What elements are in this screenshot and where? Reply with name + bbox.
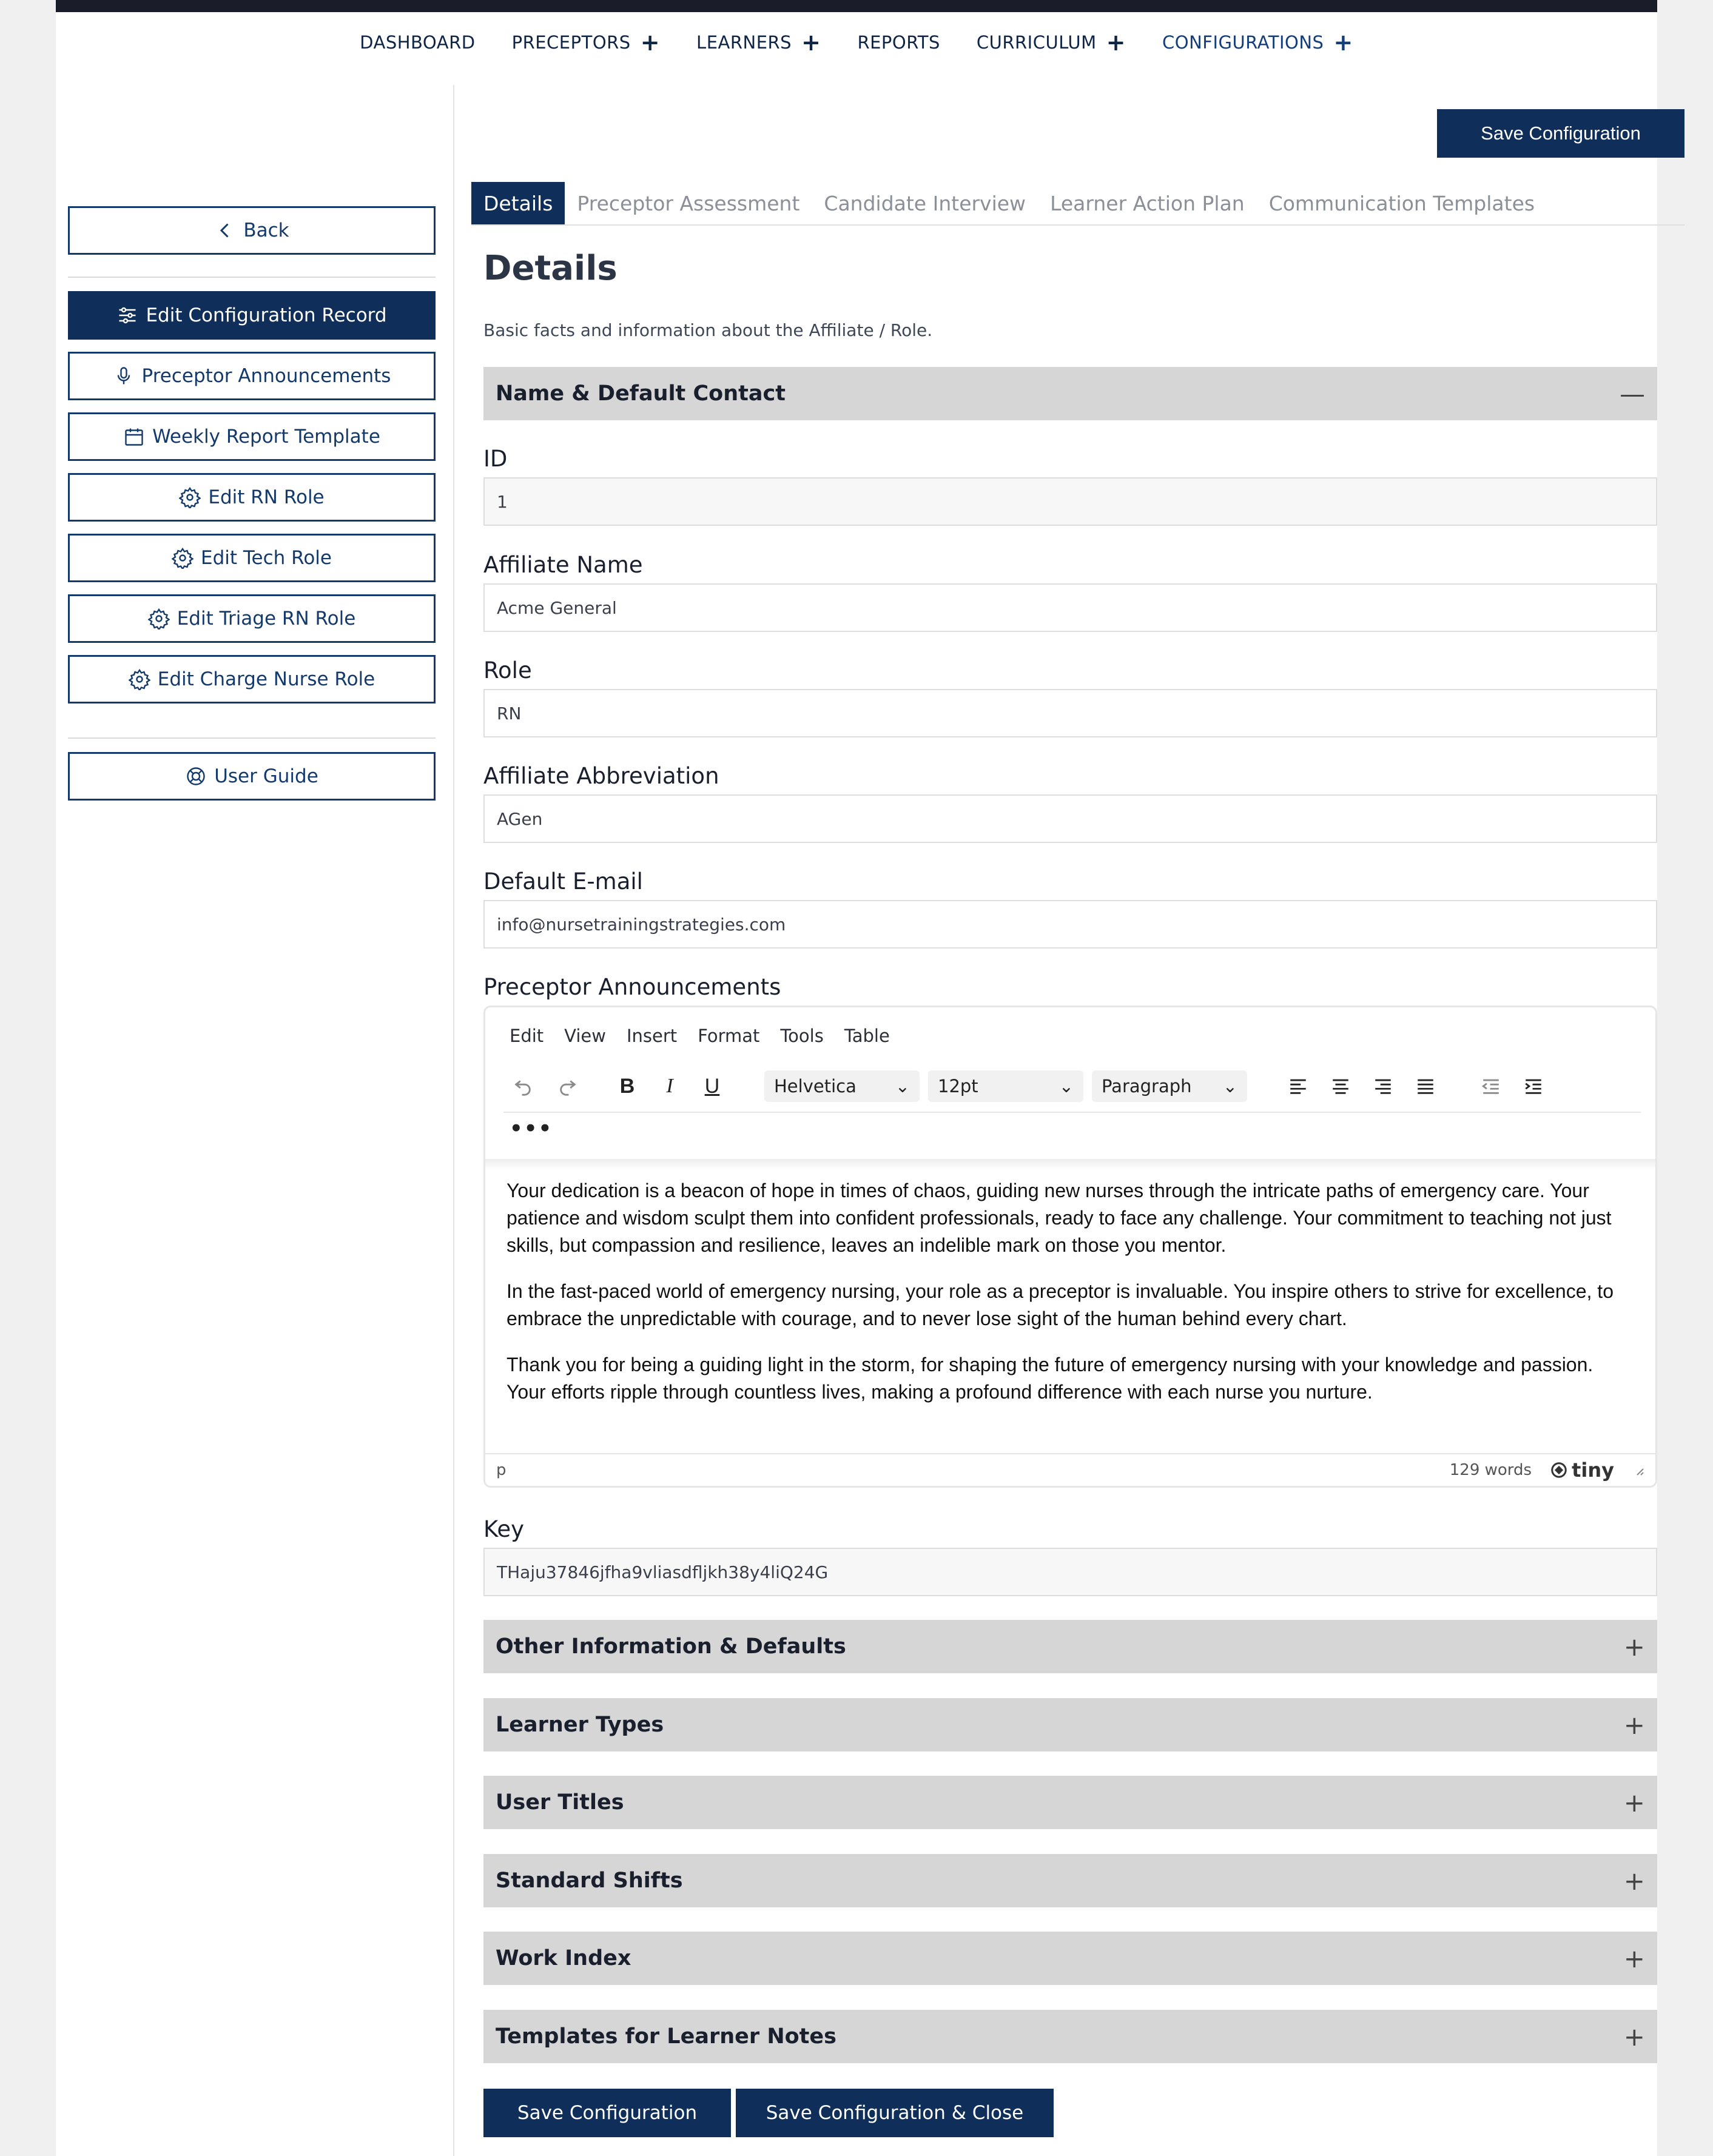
section-title: Standard Shifts bbox=[496, 1869, 683, 1893]
nav-label: PRECEPTORS bbox=[511, 32, 631, 53]
nav-learners[interactable] bbox=[696, 31, 821, 54]
key-label: Key bbox=[483, 1516, 525, 1542]
italic-icon[interactable]: I bbox=[666, 1075, 673, 1097]
tab-communication-templates[interactable]: Communication Templates bbox=[1268, 191, 1535, 215]
tab-candidate-interview[interactable]: Candidate Interview bbox=[824, 191, 1026, 215]
column-divider bbox=[453, 85, 454, 2156]
section-user-titles[interactable] bbox=[483, 1776, 1657, 1829]
nav-label: DASHBOARD bbox=[360, 32, 476, 53]
expand-icon: + bbox=[1623, 1710, 1645, 1740]
editor-toolbar bbox=[507, 1068, 1549, 1104]
expand-icon: + bbox=[1623, 1787, 1645, 1818]
save-configuration-close-button[interactable]: Save Configuration & Close bbox=[736, 2089, 1054, 2137]
id-field: 1 bbox=[483, 477, 1657, 526]
affiliate-name-input[interactable]: Acme General bbox=[483, 583, 1657, 632]
sidebar-item-edit-triage-rn-role[interactable] bbox=[68, 594, 436, 643]
plus-icon: + bbox=[640, 29, 661, 56]
nav-label: CONFIGURATIONS bbox=[1162, 32, 1324, 53]
undo-icon[interactable] bbox=[507, 1070, 539, 1102]
tiny-brand-text: tiny bbox=[1572, 1459, 1614, 1482]
tab-preceptor-assessment[interactable]: Preceptor Assessment bbox=[577, 191, 800, 215]
element-path[interactable]: p bbox=[496, 1461, 506, 1479]
gear-icon bbox=[172, 547, 194, 569]
affiliate-abbreviation-label: Affiliate Abbreviation bbox=[483, 763, 719, 789]
page-title: Details bbox=[483, 249, 618, 288]
nav-curriculum[interactable] bbox=[977, 31, 1126, 54]
tiny-logo-icon bbox=[1550, 1461, 1568, 1479]
save-configuration-top-button[interactable]: Save Configuration bbox=[1437, 109, 1684, 158]
sidebar-item-label: Edit Tech Role bbox=[201, 547, 332, 569]
expand-icon: + bbox=[1623, 1866, 1645, 1896]
editor-paragraph: Thank you for being a guiding light in the storm, for shaping the future of emergency nursing with your knowledge and passion. Your efforts ripple through countless lives, making a profound difference with each nurse you nurture. bbox=[506, 1354, 1594, 1403]
sidebar-item-edit-charge-nurse-role[interactable] bbox=[68, 655, 436, 704]
more-options-icon[interactable]: ••• bbox=[510, 1117, 553, 1141]
tab-details[interactable]: Details bbox=[471, 182, 565, 224]
indent-icon[interactable] bbox=[1518, 1070, 1549, 1102]
block-format-value: Paragraph bbox=[1102, 1076, 1192, 1096]
toolbar-shadow bbox=[485, 1159, 1655, 1170]
section-work-index[interactable] bbox=[483, 1932, 1657, 1985]
page-description: Basic facts and information about the Affiliate / Role. bbox=[483, 320, 933, 340]
tab-learner-action-plan[interactable]: Learner Action Plan bbox=[1050, 191, 1245, 215]
main-nav bbox=[56, 12, 1657, 73]
lifebuoy-icon bbox=[185, 765, 207, 787]
bold-icon[interactable]: B bbox=[619, 1074, 635, 1098]
user-guide-label: User Guide bbox=[214, 765, 318, 787]
preceptor-announcements-label: Preceptor Announcements bbox=[483, 974, 781, 1000]
gear-icon bbox=[129, 668, 150, 690]
sidebar-item-label: Edit RN Role bbox=[208, 486, 325, 508]
toolbar-divider bbox=[503, 1112, 1641, 1113]
section-title: Name & Default Contact bbox=[496, 381, 786, 406]
sidebar-item-weekly-report-template[interactable] bbox=[68, 412, 436, 461]
chevron-down-icon: ⌄ bbox=[1058, 1076, 1074, 1096]
menu-insert[interactable]: Insert bbox=[627, 1026, 678, 1046]
block-format-select[interactable] bbox=[1092, 1070, 1247, 1102]
sidebar bbox=[68, 206, 436, 801]
word-count[interactable]: 129 words bbox=[1449, 1461, 1532, 1479]
nav-label: LEARNERS bbox=[696, 32, 792, 53]
section-title: Templates for Learner Notes bbox=[496, 2024, 836, 2049]
expand-icon: + bbox=[1623, 2021, 1645, 2052]
user-guide-button[interactable] bbox=[68, 752, 436, 801]
editor-menubar bbox=[510, 1026, 890, 1046]
underline-icon[interactable]: U bbox=[704, 1074, 720, 1098]
nav-configurations[interactable] bbox=[1162, 31, 1353, 54]
section-title: Learner Types bbox=[496, 1713, 664, 1737]
chevron-down-icon: ⌄ bbox=[895, 1076, 910, 1096]
menu-view[interactable]: View bbox=[564, 1026, 606, 1046]
affiliate-name-label: Affiliate Name bbox=[483, 552, 643, 578]
outdent-icon[interactable] bbox=[1475, 1070, 1507, 1102]
top-bar bbox=[56, 0, 1657, 12]
save-configuration-button[interactable]: Save Configuration bbox=[483, 2089, 731, 2137]
section-title: Other Information & Defaults bbox=[496, 1634, 846, 1659]
nav-reports[interactable] bbox=[857, 32, 940, 53]
plus-icon: + bbox=[801, 29, 821, 56]
section-standard-shifts[interactable] bbox=[483, 1854, 1657, 1907]
menu-edit[interactable]: Edit bbox=[510, 1026, 544, 1046]
font-family-value: Helvetica bbox=[774, 1076, 856, 1096]
font-size-select[interactable] bbox=[928, 1070, 1083, 1102]
align-justify-icon[interactable] bbox=[1410, 1070, 1441, 1102]
expand-icon: + bbox=[1623, 1631, 1645, 1662]
affiliate-abbreviation-input[interactable]: AGen bbox=[483, 794, 1657, 843]
collapse-icon: — bbox=[1620, 378, 1645, 409]
rich-text-editor bbox=[483, 1006, 1657, 1488]
expand-icon: + bbox=[1623, 1943, 1645, 1973]
default-email-label: Default E-mail bbox=[483, 868, 643, 895]
sidebar-item-label: Weekly Report Template bbox=[152, 426, 380, 448]
nav-label: REPORTS bbox=[857, 32, 940, 53]
nav-preceptors[interactable] bbox=[512, 31, 660, 54]
font-size-value: 12pt bbox=[938, 1076, 978, 1096]
font-family-select[interactable] bbox=[764, 1070, 920, 1102]
sidebar-item-preceptor-announcements[interactable] bbox=[68, 352, 436, 400]
page bbox=[56, 0, 1657, 2156]
editor-statusbar bbox=[485, 1453, 1655, 1486]
back-label: Back bbox=[243, 220, 289, 241]
section-other-information-defaults[interactable] bbox=[483, 1620, 1657, 1673]
editor-content[interactable] bbox=[506, 1177, 1635, 1425]
default-email-input[interactable]: info@nursetrainingstrategies.com bbox=[483, 900, 1657, 949]
sidebar-item-label: Edit Triage RN Role bbox=[177, 608, 356, 630]
back-button[interactable] bbox=[68, 206, 436, 255]
plus-icon: + bbox=[1106, 29, 1126, 56]
section-title: Work Index bbox=[496, 1946, 631, 1970]
sidebar-item-edit-rn-role[interactable] bbox=[68, 473, 436, 522]
microphone-icon bbox=[113, 365, 135, 387]
gear-icon bbox=[148, 608, 170, 630]
sidebar-item-label: Edit Charge Nurse Role bbox=[157, 668, 375, 690]
calendar-icon bbox=[123, 426, 145, 448]
menu-table[interactable]: Table bbox=[844, 1026, 890, 1046]
sidebar-item-label: Preceptor Announcements bbox=[141, 365, 391, 387]
section-name-default-contact[interactable] bbox=[483, 367, 1657, 420]
editor-paragraph: In the fast-paced world of emergency nursing, your role as a preceptor is invaluable. You inspire others to strive for excellence, to embrace the unpredictable with courage, and to never lose sight of the human behind every chart. bbox=[506, 1280, 1614, 1329]
tiny-logo[interactable] bbox=[1550, 1459, 1614, 1482]
redo-icon[interactable] bbox=[552, 1070, 584, 1102]
sidebar-item-label: Edit Configuration Record bbox=[146, 304, 387, 326]
nav-label: CURRICULUM bbox=[976, 32, 1097, 53]
chevron-down-icon: ⌄ bbox=[1222, 1076, 1237, 1096]
gear-icon bbox=[179, 486, 201, 508]
id-label: ID bbox=[483, 446, 508, 472]
section-title: User Titles bbox=[496, 1790, 624, 1815]
tab-bar bbox=[471, 182, 1684, 226]
editor-paragraph: Your dedication is a beacon of hope in times of chaos, guiding new nurses through the intricate paths of emergency care. Your patience and wisdom sculpt them into confident professionals, ready to face any challenge. Your commitment to teaching not just skills, but compassion and resilience, leaves an indelible mark on those you mentor. bbox=[506, 1180, 1612, 1256]
menu-format[interactable]: Format bbox=[698, 1026, 760, 1046]
plus-icon: + bbox=[1333, 29, 1353, 56]
align-right-icon[interactable] bbox=[1367, 1070, 1399, 1102]
key-field: THaju37846jfha9vliasdfljkh38y4liQ24G bbox=[483, 1548, 1657, 1596]
sidebar-item-edit-tech-role[interactable] bbox=[68, 534, 436, 582]
align-left-icon[interactable] bbox=[1282, 1070, 1314, 1102]
sliders-icon bbox=[116, 304, 138, 326]
nav-dashboard[interactable] bbox=[360, 32, 475, 53]
align-center-icon[interactable] bbox=[1325, 1070, 1356, 1102]
role-input[interactable]: RN bbox=[483, 689, 1657, 737]
section-templates-for-learner-notes[interactable] bbox=[483, 2010, 1657, 2063]
section-learner-types[interactable] bbox=[483, 1698, 1657, 1751]
sidebar-item-edit-configuration-record[interactable] bbox=[68, 291, 436, 340]
resize-handle-icon[interactable] bbox=[1632, 1464, 1644, 1476]
role-label: Role bbox=[483, 657, 532, 683]
menu-tools[interactable]: Tools bbox=[780, 1026, 824, 1046]
chevron-left-icon bbox=[214, 220, 236, 241]
